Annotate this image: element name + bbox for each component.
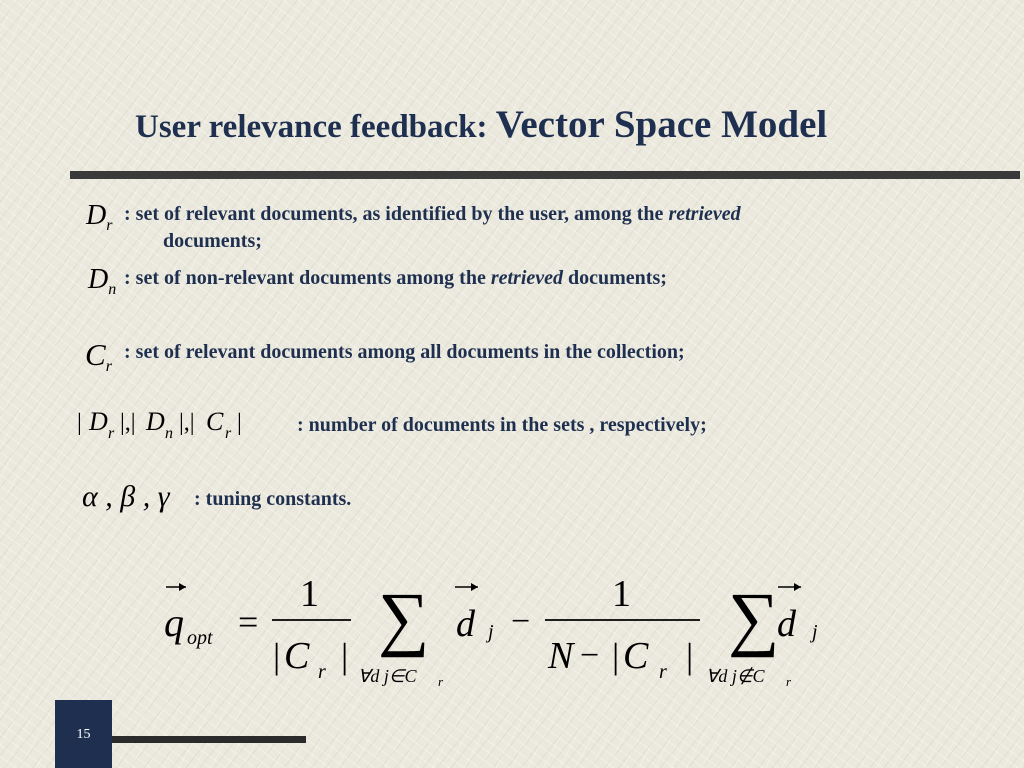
formula-q: q (164, 600, 184, 645)
dr-definition-line2: documents; (163, 230, 262, 252)
formula-sum-2-condition-sub: r (786, 674, 792, 689)
svg-text:D: D (89, 407, 108, 436)
formula-denominator-2-bar-r: | (686, 636, 694, 676)
dn-definition-text-after: documents; (563, 267, 667, 289)
dn-symbol-letter: D (88, 264, 109, 295)
formula-denominator-2-bar-l: | (612, 636, 620, 676)
svg-text:|,|: |,| (120, 410, 136, 436)
svg-text:r: r (108, 425, 115, 442)
cr-symbol-subscript: r (105, 358, 112, 375)
formula-denominator-2-c: C (623, 635, 649, 677)
formula-denominator-1-sub: r (318, 661, 326, 683)
page-number: 15 (76, 727, 91, 742)
cr-symbol-letter: C (85, 337, 106, 372)
dr-symbol-subscript: r (106, 217, 113, 234)
formula-denominator-2-sub: r (659, 661, 667, 683)
formula-minus: − (511, 603, 531, 640)
formula-denominator-2-minus: − (580, 637, 600, 674)
formula-d-2: d (777, 603, 796, 645)
formula-denominator-1: | (273, 636, 281, 676)
cardinality-expression-graphic (75, 404, 295, 444)
svg-text:|: | (77, 410, 82, 436)
slide-title (135, 102, 827, 147)
formula-sum-1: ∑ (378, 578, 430, 658)
svg-text:D: D (146, 407, 165, 436)
formula-d-1: d (456, 603, 475, 645)
optimal-query-formula (160, 560, 840, 700)
formula-numerator-1: 1 (300, 573, 319, 615)
formula-sum-2-condition: ∀d j∉C (706, 666, 765, 686)
dn-definition (124, 267, 667, 290)
svg-text:n: n (165, 425, 173, 442)
svg-text:r: r (225, 425, 232, 442)
dr-symbol-letter: D (86, 200, 107, 231)
svg-text:|,|: |,| (179, 410, 195, 436)
slide-title-main: Vector Space Model (495, 103, 828, 146)
title-divider (70, 171, 1020, 179)
formula-graphic (160, 560, 840, 700)
dn-definition-text: : set of non-relevant documents among the (124, 267, 491, 289)
formula-sum-1-condition-sub: r (438, 674, 444, 689)
cardinality-expression (75, 404, 295, 451)
dr-definition-emphasis: retrieved (668, 203, 741, 225)
dn-definition-emphasis: retrieved (490, 267, 564, 289)
slide-title-prefix: User relevance feedback: (135, 109, 496, 145)
formula-d-2-sub: j (812, 621, 818, 643)
svg-text:C: C (206, 407, 224, 436)
dn-symbol (88, 264, 116, 299)
page-number-box (55, 700, 112, 768)
cr-definition: : set of relevant documents among all documents in the collection; (124, 341, 685, 363)
svg-text:|: | (237, 410, 242, 436)
formula-denominator-2: N (548, 635, 574, 677)
formula-denominator-1-c: C (284, 635, 310, 677)
cardinality-definition: : number of documents in the sets , respectively; (297, 414, 707, 436)
formula-denominator-1-bar: | (341, 636, 349, 676)
tuning-definition: : tuning constants. (194, 488, 352, 510)
cr-symbol (85, 337, 112, 376)
formula-sum-1-condition: ∀d j∈C (358, 666, 417, 686)
dr-definition (124, 203, 741, 226)
formula-numerator-2: 1 (612, 573, 631, 615)
formula-equals: = (238, 602, 259, 642)
formula-sum-2: ∑ (728, 578, 780, 658)
dn-symbol-subscript: n (108, 281, 117, 298)
formula-d-1-sub: j (488, 621, 494, 643)
footer-divider (112, 736, 306, 743)
tuning-symbols: α , β , γ (82, 480, 170, 513)
formula-q-subscript: opt (187, 627, 213, 649)
dr-symbol (86, 200, 112, 235)
dr-definition-text: : set of relevant documents, as identified by the user, among the (124, 203, 669, 225)
